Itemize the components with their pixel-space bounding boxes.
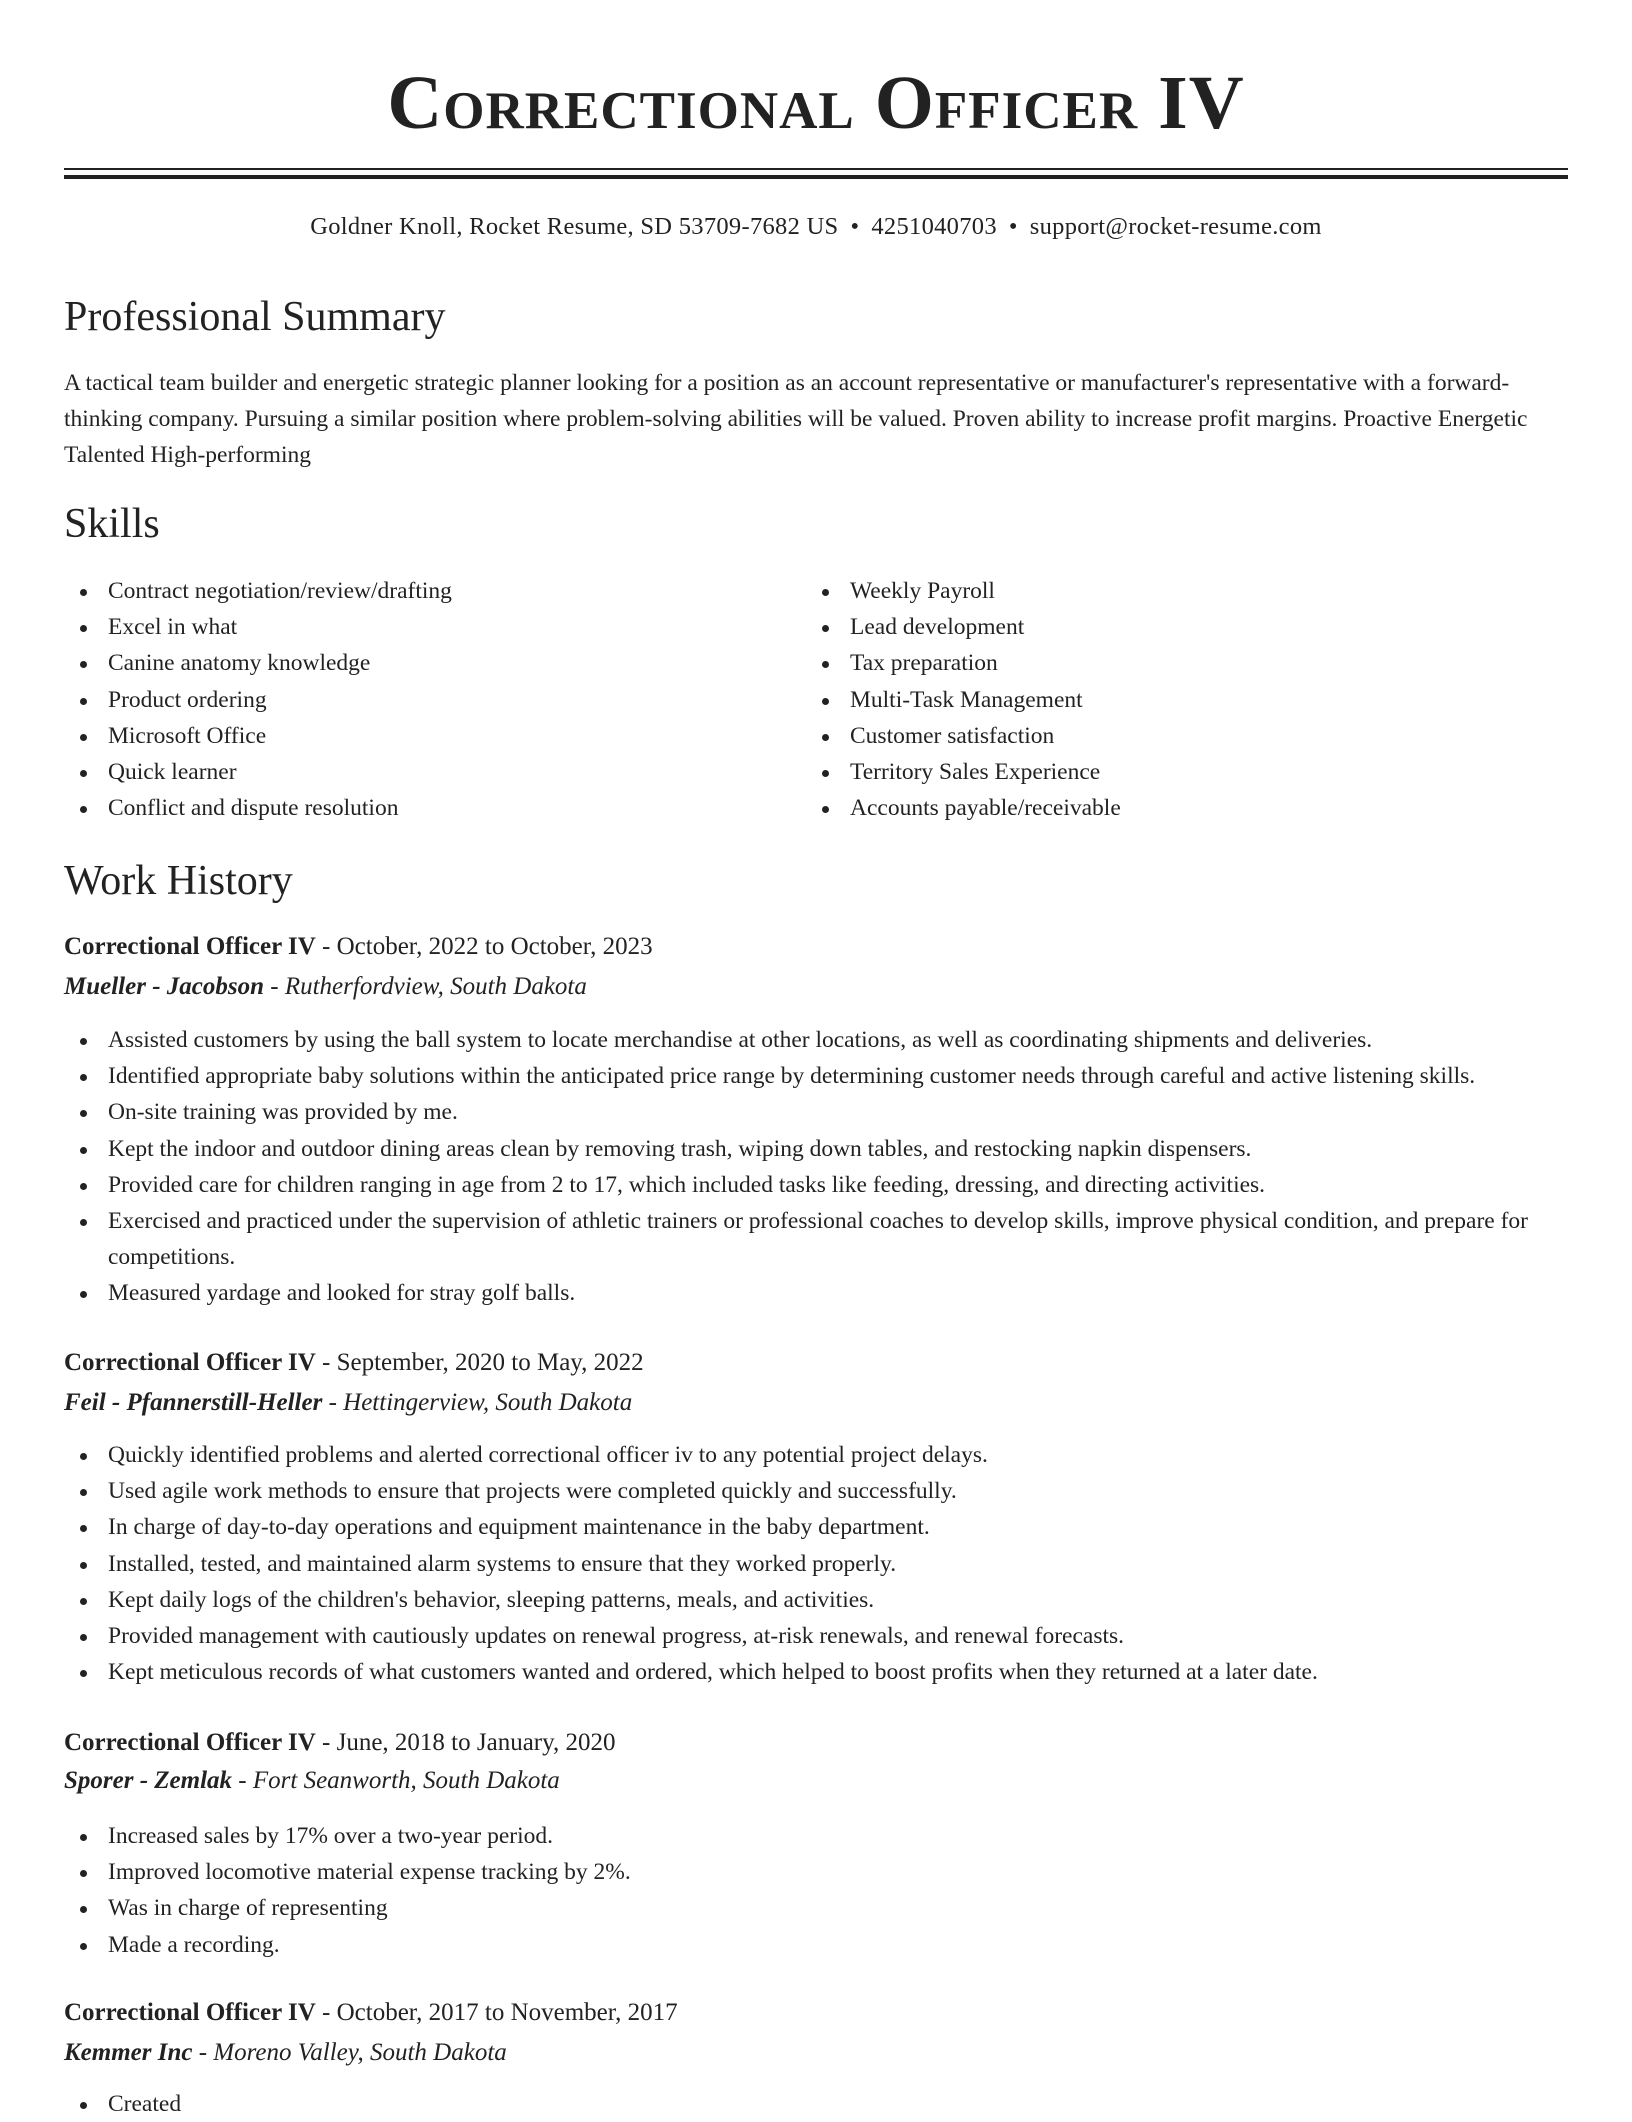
job-bullet: Quickly identified problems and alerted correctional officer iv to any potential project delays. xyxy=(64,1437,1568,1473)
job-bullet: Assisted customers by using the ball system to locate merchandise at other locations, as well as coordinating shipments and deliveries. xyxy=(64,1022,1568,1058)
job-employer-line xyxy=(64,1385,632,1421)
job-bullet: On-site training was provided by me. xyxy=(64,1094,1568,1130)
job-bullet: Measured yardage and looked for stray golf balls. xyxy=(64,1275,1568,1311)
skill-item: Territory Sales Experience xyxy=(806,754,1546,790)
job-bullet: Kept meticulous records of what customers wanted and ordered, which helped to boost profits when they returned at a later date. xyxy=(64,1654,1568,1690)
contact-email[interactable]: support@rocket-resume.com xyxy=(1029,213,1322,240)
resume-page xyxy=(64,0,1568,2117)
contact-address: Goldner Knoll, Rocket Resume, SD 53709-7682 US xyxy=(310,213,839,240)
job-employer-line xyxy=(64,1763,560,1799)
contact-separator: • xyxy=(850,213,860,240)
job-location: - Rutherfordview, South Dakota xyxy=(270,973,587,1000)
resume-title: Correctional Officer IV xyxy=(387,61,1245,145)
job-bullet: Improved locomotive material expense tracking by 2%. xyxy=(64,1854,1568,1890)
skill-item: Canine anatomy knowledge xyxy=(64,645,804,681)
job-title: Correctional Officer IV xyxy=(64,933,316,960)
job-employer: Sporer - Zemlak xyxy=(64,1767,233,1794)
summary-text: A tactical team builder and energetic strategic planner looking for a position as an account representative or manufacturer's representative with a forward-thinking company. Pursuing a similar position where problem-solving abilities will be valued. Proven ability to increase profit margins. Proactive Energetic Talented High-performing xyxy=(64,370,1528,468)
job-bullet: Kept the indoor and outdoor dining areas clean by removing trash, wiping down tables, and restocking napkin dispensers. xyxy=(64,1131,1568,1167)
job-bullet: Exercised and practiced under the supervision of athletic trainers or professional coaches to develop skills, improve physical condition, and prepare for competitions. xyxy=(64,1203,1568,1275)
job-dates: - September, 2020 to May, 2022 xyxy=(322,1349,644,1376)
contact-line xyxy=(64,213,1568,241)
job-bullet: Used agile work methods to ensure that projects were completed quickly and successfully. xyxy=(64,1473,1568,1509)
skill-item: Lead development xyxy=(806,609,1546,645)
job-bullet: Made a recording. xyxy=(64,1927,1568,1963)
skill-item: Product ordering xyxy=(64,682,804,718)
skill-item: Contract negotiation/review/drafting xyxy=(64,573,804,609)
skill-item: Quick learner xyxy=(64,754,804,790)
job-dates: - October, 2022 to October, 2023 xyxy=(322,933,653,960)
job-bullets xyxy=(64,1818,1568,1963)
job-bullet: Was in charge of representing xyxy=(64,1890,1568,1926)
job-title: Correctional Officer IV xyxy=(64,1729,316,1756)
job-bullet: Increased sales by 17% over a two-year period. xyxy=(64,1818,1568,1854)
job-dates: - June, 2018 to January, 2020 xyxy=(322,1729,616,1756)
skill-item: Weekly Payroll xyxy=(806,573,1546,609)
contact-separator: • xyxy=(1008,213,1018,240)
job-title: Correctional Officer IV xyxy=(64,1349,316,1376)
job-location: - Hettingerview, South Dakota xyxy=(328,1389,633,1416)
job-location: - Fort Seanworth, South Dakota xyxy=(238,1767,560,1794)
job-bullet: Kept daily logs of the children's behavior, sleeping patterns, meals, and activities. xyxy=(64,1582,1568,1618)
job-bullet: Created xyxy=(64,2086,1568,2122)
skill-item: Excel in what xyxy=(64,609,804,645)
job-employer-line xyxy=(64,969,587,1005)
contact-phone: 4251040703 xyxy=(871,213,997,240)
job-title-line xyxy=(64,1345,644,1381)
summary-heading: Professional Summary xyxy=(64,294,446,340)
job-title-line xyxy=(64,1995,678,2031)
skills-list-left xyxy=(64,573,804,826)
job-bullets xyxy=(64,1022,1568,1312)
title-rule-thick xyxy=(64,175,1568,179)
job-bullet: Provided management with cautiously updates on renewal progress, at-risk renewals, and renewal forecasts. xyxy=(64,1618,1568,1654)
job-employer: Mueller - Jacobson xyxy=(64,973,264,1000)
title-rule-thin xyxy=(64,168,1568,170)
job-bullet: In charge of day-to-day operations and equipment maintenance in the baby department. xyxy=(64,1509,1568,1545)
job-employer: Feil - Pfannerstill-Heller xyxy=(64,1389,323,1416)
job-location: - Moreno Valley, South Dakota xyxy=(198,2039,507,2066)
job-employer: Kemmer Inc xyxy=(64,2039,193,2066)
job-bullets xyxy=(64,2086,1568,2122)
job-bullets xyxy=(64,1437,1568,1690)
skill-item: Accounts payable/receivable xyxy=(806,790,1546,826)
skill-item: Customer satisfaction xyxy=(806,718,1546,754)
job-dates: - October, 2017 to November, 2017 xyxy=(322,1999,678,2026)
job-title: Correctional Officer IV xyxy=(64,1999,316,2026)
job-bullet: Provided care for children ranging in age from 2 to 17, which included tasks like feeding, dressing, and directing activities. xyxy=(64,1167,1568,1203)
skill-item: Conflict and dispute resolution xyxy=(64,790,804,826)
work-history-heading: Work History xyxy=(64,858,293,904)
job-employer-line xyxy=(64,2035,507,2071)
skill-item: Microsoft Office xyxy=(64,718,804,754)
job-title-line xyxy=(64,929,653,965)
skills-list-right xyxy=(806,573,1546,826)
skill-item: Multi-Task Management xyxy=(806,682,1546,718)
skill-item: Tax preparation xyxy=(806,645,1546,681)
job-title-line xyxy=(64,1725,616,1761)
job-bullet: Identified appropriate baby solutions within the anticipated price range by determining customer needs through careful and active listening skills. xyxy=(64,1058,1568,1094)
job-bullet: Installed, tested, and maintained alarm systems to ensure that they worked properly. xyxy=(64,1546,1568,1582)
skills-heading: Skills xyxy=(64,501,160,547)
